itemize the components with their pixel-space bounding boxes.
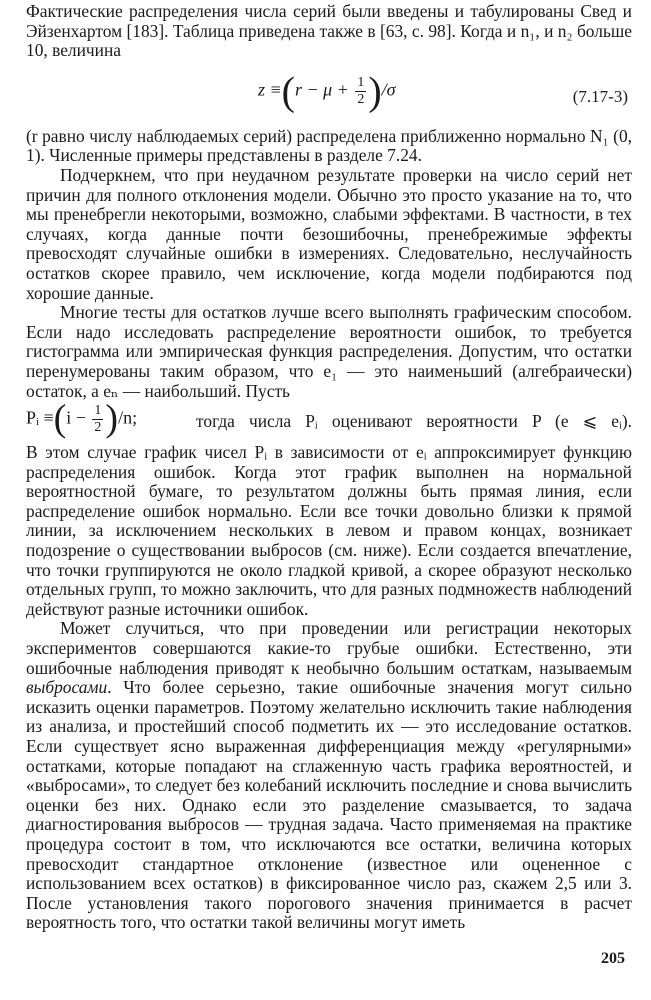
probability-formula-line [26,397,632,443]
pi-paren-open: ( [53,397,67,440]
equation-tail: /σ [381,79,396,100]
equation-number: (7.17-3) [572,86,628,106]
paragraph-1: Фактические распределения числа серий были введены и табулированы Свед и Эйзенхартом [183]. Таблица приведена также в [63, с. 98]. Когда и n₁, и n₂ больше 10, величина [26,1,632,61]
equation-7-17-3 [26,61,632,127]
pi-lhs: Pᵢ ≡ [26,407,54,428]
paragraph-5-start: Может случиться, что при проведении или регистрации некоторых экспериментов совершаются какие-то грубые ошибки. Естественно, эти ошибочные наблюдения приводят к необычно большим остаткам, называемым [26,618,632,678]
body-text [26,2,632,933]
pi-mid: i − [66,407,86,428]
paragraph-5 [26,619,632,933]
pi-fraction-numerator: 1 [94,403,102,419]
paragraph-3: Подчеркнем, что при неудачном результате проверки на число серий нет причин для полного отклонения модели. Обычно это просто указание на то, что мы пренебрегли некоторыми, возможно, слабыми эффектами. В частности, в тех случаях, когда данные почти безошибочны, пренебрежимые эффекты превосходят случайные ошибки в измерениях. Следовательно, неслучайность остатков скорее правило, чем исключение, когда модели подбираются под хорошие данные. [26,164,632,303]
equation-lhs: z ≡ [258,79,282,100]
pi-line-text: тогда числа Pᵢ оценивают вероятности P (e ⩽ eᵢ). [196,411,632,432]
paragraph-4b: В этом случае график чисел Pᵢ в зависимости от eᵢ аппроксимирует функцию распределения ошибок. Когда этот график выполнен на нормальной вероятностной бумаге, то результатом должны быть прямая линия, если распределение ошибок нормально. Если все точки довольно близки к прямой линии, за исключением нескольких в левом и правом концах, возникает подозрение о существовании выбросов (см. ниже). Если создается впечатление, что точки группируются не около гладкой кривой, а скорее образуют несколько отдельных групп, то можно заключить, что для разных подмножеств наблюдений действуют разные источники ошибок. [26,442,632,619]
paragraph-4a: Многие тесты для остатков лучше всего выполнять графическим способом. Если надо исследовать распределение вероятности ошибок, то требуется гистограмма или эмпирическая функция распределения. Допустим, что остатки перенумерованы таким образом, что e₁ — это наименьший (алгебраически) остаток, а eₙ — наибольший. Пусть [26,302,632,401]
equation-paren-open: ( [281,68,295,114]
equation-mid: r − μ + [294,79,349,100]
equation-paren-close: ) [368,68,382,114]
pi-formula [26,397,138,440]
page-number: 205 [601,950,625,967]
pi-fraction [92,403,103,436]
paragraph-5-end: . Что более серьезно, такие ошибочные значения могут сильно исказить оценки параметров. Поэтому желательно исключить такие наблюдения из анализа, и простейший способ подметить их — это исследование остатков. Если существует ясно выраженная дифференциация между «регулярными» остатками, которые попадают на сглаженную часть графика вероятностей, и «выбросами», то следует без колебаний исключить последние и снова вычислить оценки без них. Однако если это разделение смазывается, то задача диагностирования выбросов — трудная задача. Часто применяемая на практике процедура состоит в том, что исключаются все остатки, величина которых превосходит стандартное отклонение (известное или оцененное с использованием всех остатков) в фиксированное число раз, скажем 2,5 или 3. После установления такого порогового значения принимается в расчет вероятность того, что остатки такой величины могут иметь [26,677,632,933]
equation-formula [258,68,396,114]
fraction-denominator: 2 [357,91,365,107]
fraction-numerator: 1 [357,74,365,90]
pi-tail: /n; [118,407,138,428]
pi-paren-close: ) [105,397,119,440]
paragraph-2: (r равно числу наблюдаемых серий) распределена приближенно нормально N₁ (0, 1). Численные примеры представлены в разделе 7.24. [26,125,632,166]
pi-fraction-denominator: 2 [94,420,102,436]
equation-fraction [355,75,366,108]
emphasis-outliers: выбросами [26,677,108,698]
